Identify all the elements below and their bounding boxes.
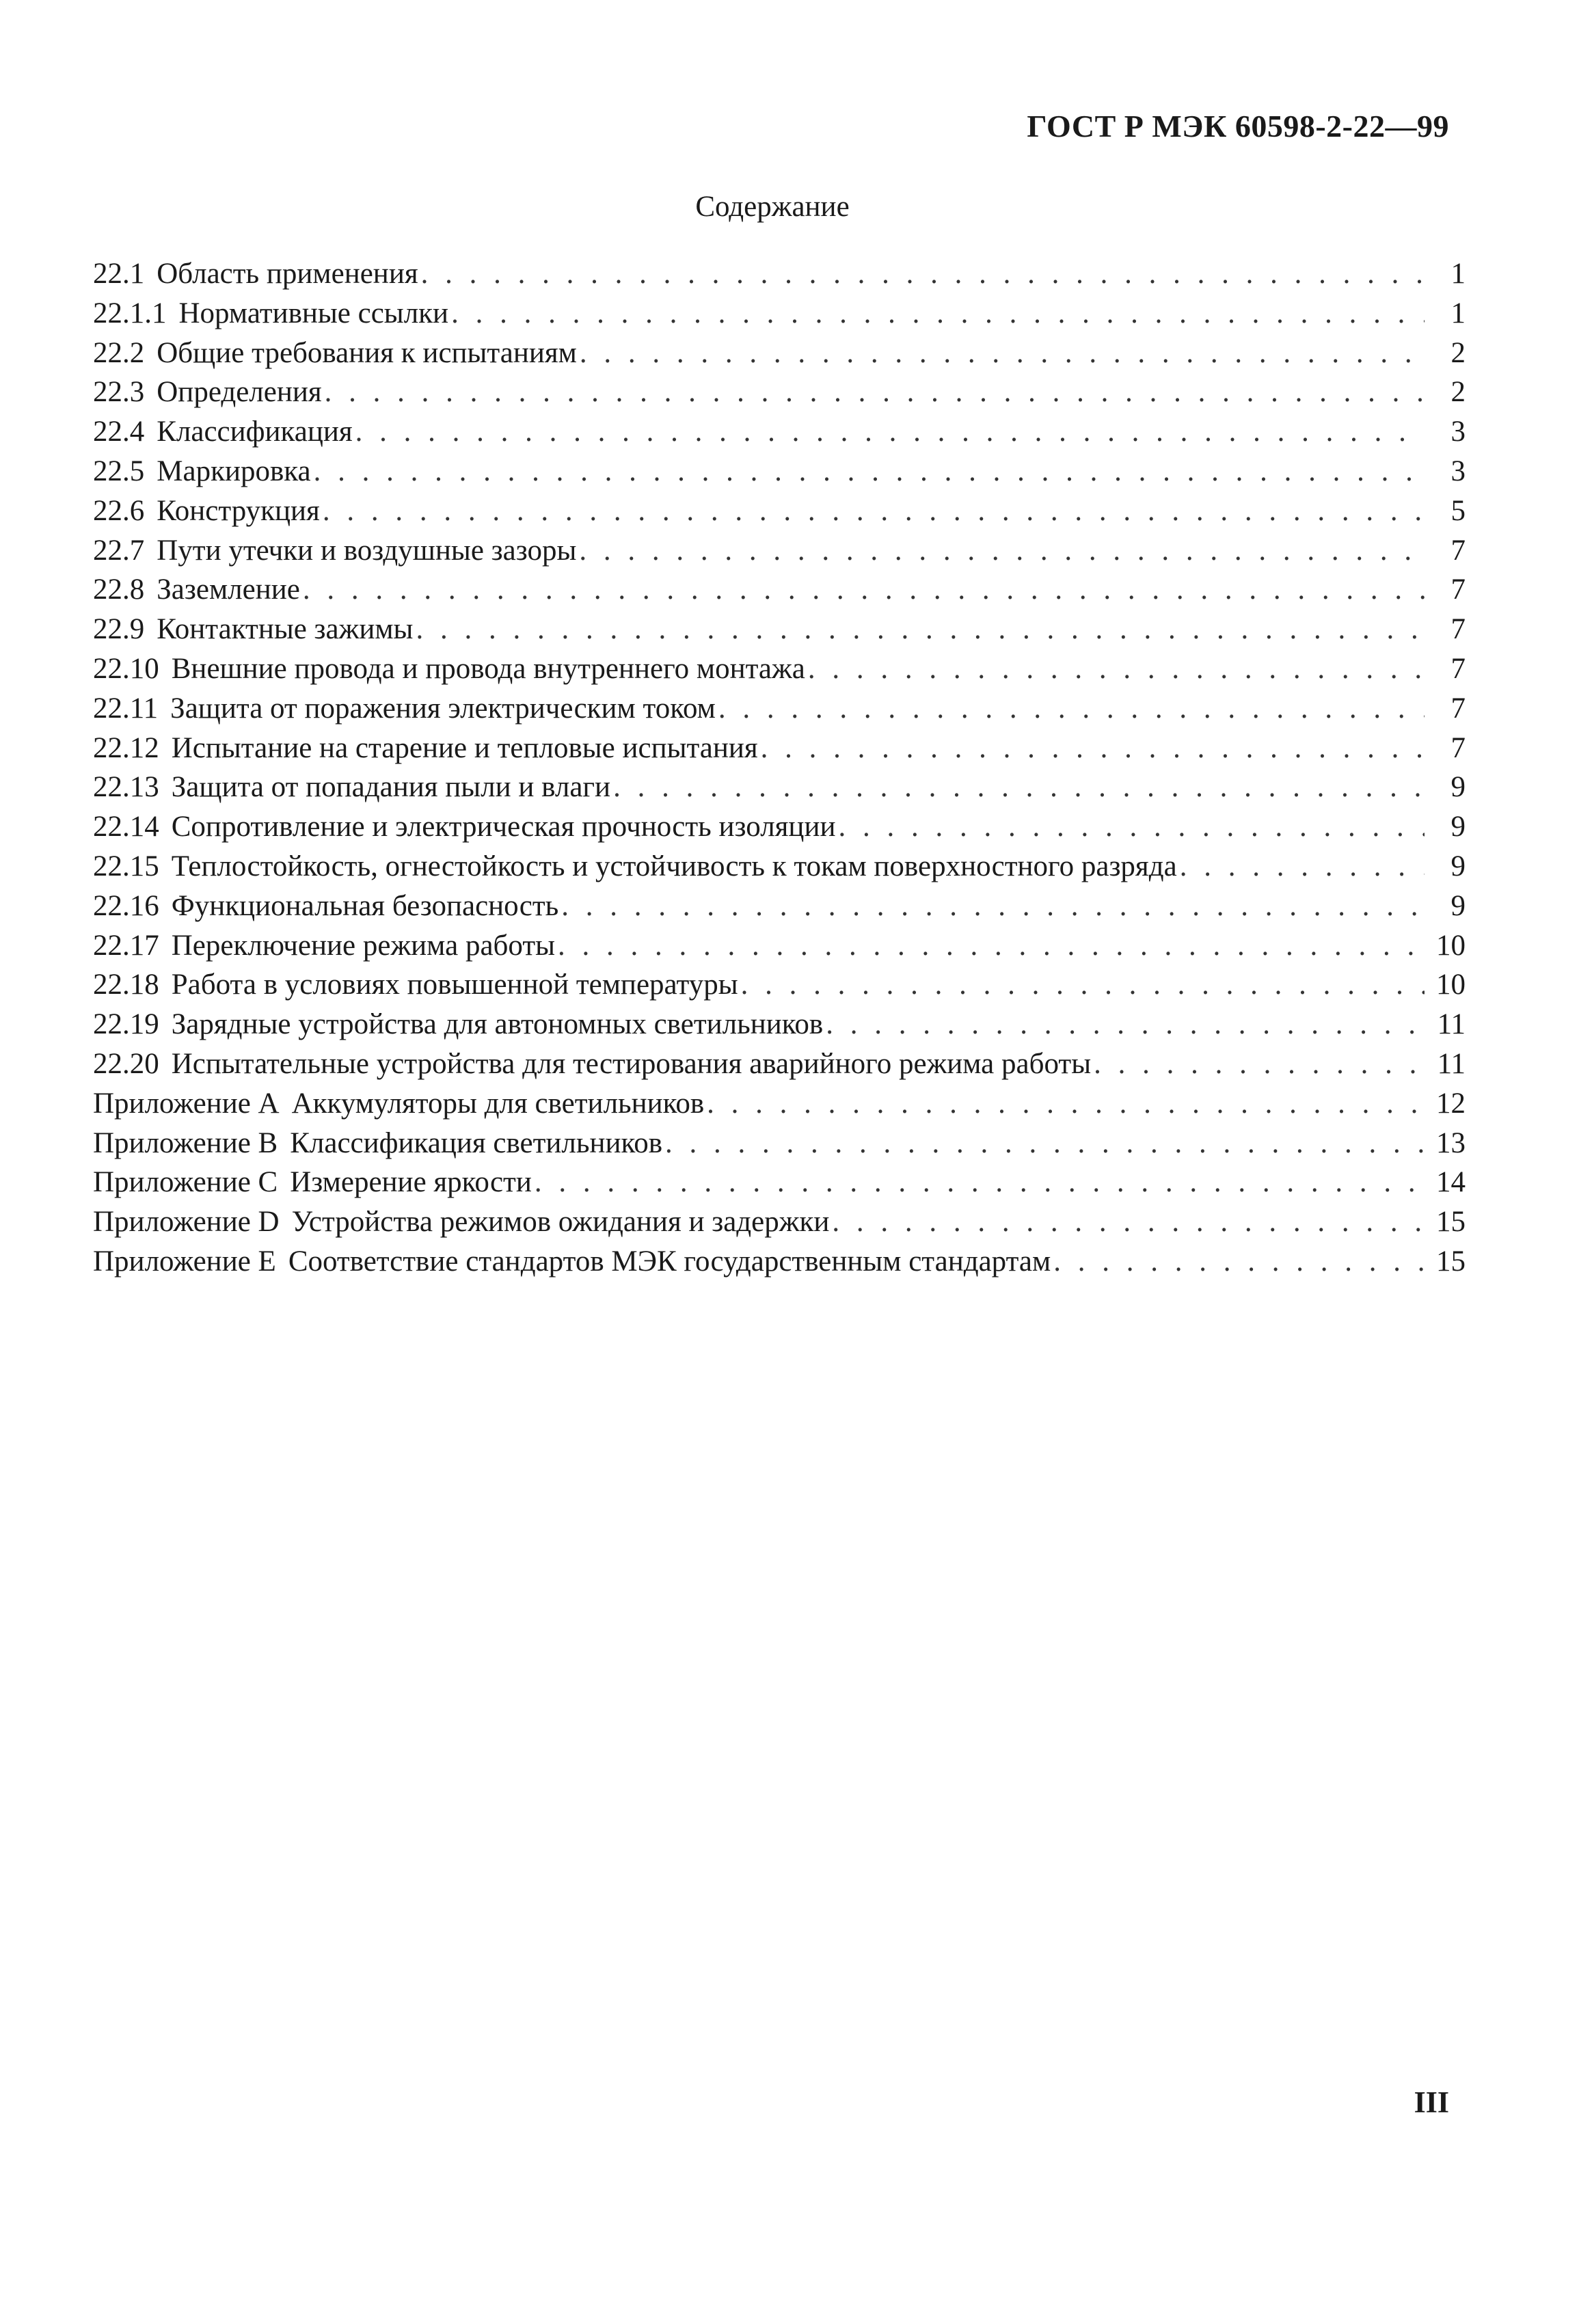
- toc-dot-leader: [355, 412, 1425, 452]
- toc-dot-leader: [416, 610, 1425, 649]
- toc-dot-leader: [421, 254, 1425, 294]
- toc-entry: [93, 807, 1466, 847]
- toc-entry: [93, 1005, 1466, 1044]
- toc-entry-page: 1: [1450, 297, 1466, 329]
- toc-dot-leader: [707, 1084, 1425, 1124]
- toc-entry-number: 22.9: [93, 613, 145, 646]
- toc-entry-number: 22.20: [93, 1047, 159, 1080]
- toc-dot-leader: [1180, 847, 1425, 887]
- toc-dot-leader: [561, 887, 1425, 926]
- toc-entry-number: Приложение А: [93, 1087, 280, 1120]
- toc-dot-leader: [323, 491, 1425, 531]
- toc-entry: [93, 610, 1466, 649]
- toc-entry: [93, 373, 1466, 412]
- toc-entry-page: 7: [1450, 652, 1466, 685]
- toc-entry-label: Область применения: [157, 258, 418, 290]
- toc-entry-page: 7: [1450, 692, 1466, 725]
- toc-entry-page: 11: [1437, 1008, 1466, 1041]
- toc-entry: [93, 1044, 1466, 1084]
- toc-entry-number: 22.19: [93, 1008, 159, 1041]
- toc-entry-page: 12: [1436, 1087, 1466, 1120]
- toc-entry: [93, 1084, 1466, 1124]
- toc-entry-label: Классификация: [157, 416, 353, 448]
- toc-entry-label: Функциональная безопасность: [171, 889, 559, 922]
- toc-entry: [93, 847, 1466, 887]
- toc-entry: [93, 689, 1466, 729]
- toc-entry-page: 10: [1436, 969, 1466, 1001]
- toc-entry-number: 22.18: [93, 969, 159, 1001]
- toc-entry-number: Приложение Е: [93, 1245, 276, 1278]
- toc-entry-number: 22.6: [93, 494, 145, 527]
- toc-dot-leader: [580, 334, 1425, 373]
- toc-dot-leader: [718, 689, 1425, 729]
- toc-entry: [93, 1242, 1466, 1282]
- page-number: III: [1414, 2085, 1449, 2119]
- toc-entry-number: 22.12: [93, 731, 159, 764]
- toc-entry: [93, 1163, 1466, 1202]
- toc-entry-page: 7: [1450, 731, 1466, 764]
- toc-dot-leader: [741, 965, 1425, 1005]
- toc-entry-page: 13: [1436, 1126, 1466, 1159]
- toc-entry: [93, 1124, 1466, 1163]
- toc-entry: [93, 491, 1466, 531]
- toc-entry-page: 9: [1450, 889, 1466, 922]
- toc-entry-label: Сопротивление и электрическая прочность изоляции: [171, 811, 836, 843]
- toc-entry-label: Устройства режимов ожидания и задержки: [291, 1206, 830, 1239]
- toc-entry-number: 22.16: [93, 889, 159, 922]
- document-code-header: ГОСТ Р МЭК 60598-2-22—99: [1027, 109, 1449, 144]
- toc-entry-label: Определения: [157, 376, 322, 409]
- toc-entry-label: Измерение яркости: [290, 1166, 532, 1199]
- toc-entry-number: 22.17: [93, 929, 159, 962]
- toc-dot-leader: [535, 1163, 1425, 1202]
- toc-entry: [93, 294, 1466, 334]
- toc-entry-page: 11: [1437, 1047, 1466, 1080]
- toc-entry: [93, 887, 1466, 926]
- toc-entry: [93, 768, 1466, 807]
- toc-dot-leader: [325, 373, 1425, 412]
- toc-entry-label: Защита от попадания пыли и влаги: [171, 771, 611, 804]
- toc-entry-label: Соответствие стандартов МЭК государственным стандартам: [288, 1245, 1051, 1278]
- toc-dot-leader: [314, 452, 1425, 491]
- toc-entry-label: Пути утечки и воздушные зазоры: [157, 534, 577, 567]
- toc-entry-page: 9: [1450, 811, 1466, 843]
- toc-entry-label: Общие требования к испытаниям: [157, 336, 577, 369]
- toc-dot-leader: [665, 1124, 1425, 1163]
- toc-dot-leader: [808, 649, 1425, 689]
- toc-entry-number: Приложение D: [93, 1206, 280, 1239]
- toc-dot-leader: [303, 570, 1425, 610]
- toc-entry: [93, 254, 1466, 294]
- toc-entry-label: Переключение режима работы: [171, 929, 556, 962]
- toc-entry: [93, 649, 1466, 689]
- toc-entry-page: 9: [1450, 850, 1466, 882]
- toc-entry-number: 22.1: [93, 258, 145, 290]
- toc-entry: [93, 1202, 1466, 1242]
- toc-entry-page: 7: [1450, 573, 1466, 606]
- toc-entry: [93, 452, 1466, 491]
- toc-entry-page: 2: [1450, 336, 1466, 369]
- toc-entry: [93, 570, 1466, 610]
- toc-dot-leader: [838, 807, 1425, 847]
- toc-entry-label: Внешние провода и провода внутреннего монтажа: [171, 652, 805, 685]
- toc-entry-number: Приложение С: [93, 1166, 278, 1199]
- toc-entry: [93, 412, 1466, 452]
- toc-entry-label: Теплостойкость, огнестойкость и устойчивость к токам поверхностного разряда: [171, 850, 1177, 882]
- toc-entry-page: 9: [1450, 771, 1466, 804]
- toc-entry-label: Нормативные ссылки: [178, 297, 449, 329]
- toc-entry-number: 22.8: [93, 573, 145, 606]
- toc-entry-label: Заземление: [157, 573, 300, 606]
- toc-title: Содержание: [695, 191, 850, 223]
- toc-entry-label: Испытание на старение и тепловые испытания: [171, 731, 758, 764]
- toc-entry: [93, 531, 1466, 571]
- toc-entry-page: 7: [1450, 534, 1466, 567]
- toc-entry-page: 3: [1450, 455, 1466, 487]
- toc-entry-page: 10: [1436, 929, 1466, 962]
- toc-entry-page: 7: [1450, 613, 1466, 646]
- toc-entry-label: Аккумуляторы для светильников: [291, 1087, 705, 1120]
- toc-dot-leader: [761, 729, 1425, 768]
- toc-entry-page: 5: [1450, 494, 1466, 527]
- toc-entry-page: 15: [1436, 1245, 1466, 1278]
- toc-entry: [93, 729, 1466, 768]
- toc-entry-number: 22.3: [93, 376, 145, 409]
- toc-entry-number: 22.10: [93, 652, 159, 685]
- toc-dot-leader: [558, 926, 1425, 966]
- toc-entry-label: Испытательные устройства для тестирования аварийного режима работы: [171, 1047, 1092, 1080]
- toc-dot-leader: [1053, 1242, 1425, 1282]
- toc-entry-label: Конструкция: [157, 494, 320, 527]
- toc-entry: [93, 965, 1466, 1005]
- toc-entry-number: 22.14: [93, 811, 159, 843]
- toc-entry-number: 22.1.1: [93, 297, 167, 329]
- toc-entry: [93, 334, 1466, 373]
- toc-entry-number: Приложение В: [93, 1126, 278, 1159]
- toc-dot-leader: [613, 768, 1425, 807]
- toc-dot-leader: [1094, 1044, 1425, 1084]
- toc-entry-label: Защита от поражения электрическим током: [170, 692, 716, 725]
- toc-entry-number: 22.11: [93, 692, 159, 725]
- toc-entry-number: 22.5: [93, 455, 145, 487]
- table-of-contents: [93, 254, 1466, 1282]
- toc-entry-page: 1: [1450, 258, 1466, 290]
- toc-entry-label: Зарядные устройства для автономных светильников: [171, 1008, 824, 1041]
- toc-dot-leader: [832, 1202, 1425, 1242]
- toc-entry-number: 22.13: [93, 771, 159, 804]
- toc-entry-label: Контактные зажимы: [157, 613, 414, 646]
- toc-entry-page: 14: [1436, 1166, 1466, 1199]
- toc-entry-number: 22.4: [93, 416, 145, 448]
- toc-entry-page: 15: [1436, 1206, 1466, 1239]
- toc-entry-number: 22.7: [93, 534, 145, 567]
- toc-entry-label: Классификация светильников: [290, 1126, 663, 1159]
- toc-dot-leader: [451, 294, 1425, 334]
- toc-entry-page: 2: [1450, 376, 1466, 409]
- toc-entry-number: 22.2: [93, 336, 145, 369]
- toc-dot-leader: [579, 531, 1425, 571]
- toc-entry-label: Работа в условиях повышенной температуры: [171, 969, 738, 1001]
- toc-entry-label: Маркировка: [157, 455, 311, 487]
- toc-entry: [93, 926, 1466, 966]
- toc-entry-page: 3: [1450, 416, 1466, 448]
- toc-entry-number: 22.15: [93, 850, 159, 882]
- toc-dot-leader: [826, 1005, 1425, 1044]
